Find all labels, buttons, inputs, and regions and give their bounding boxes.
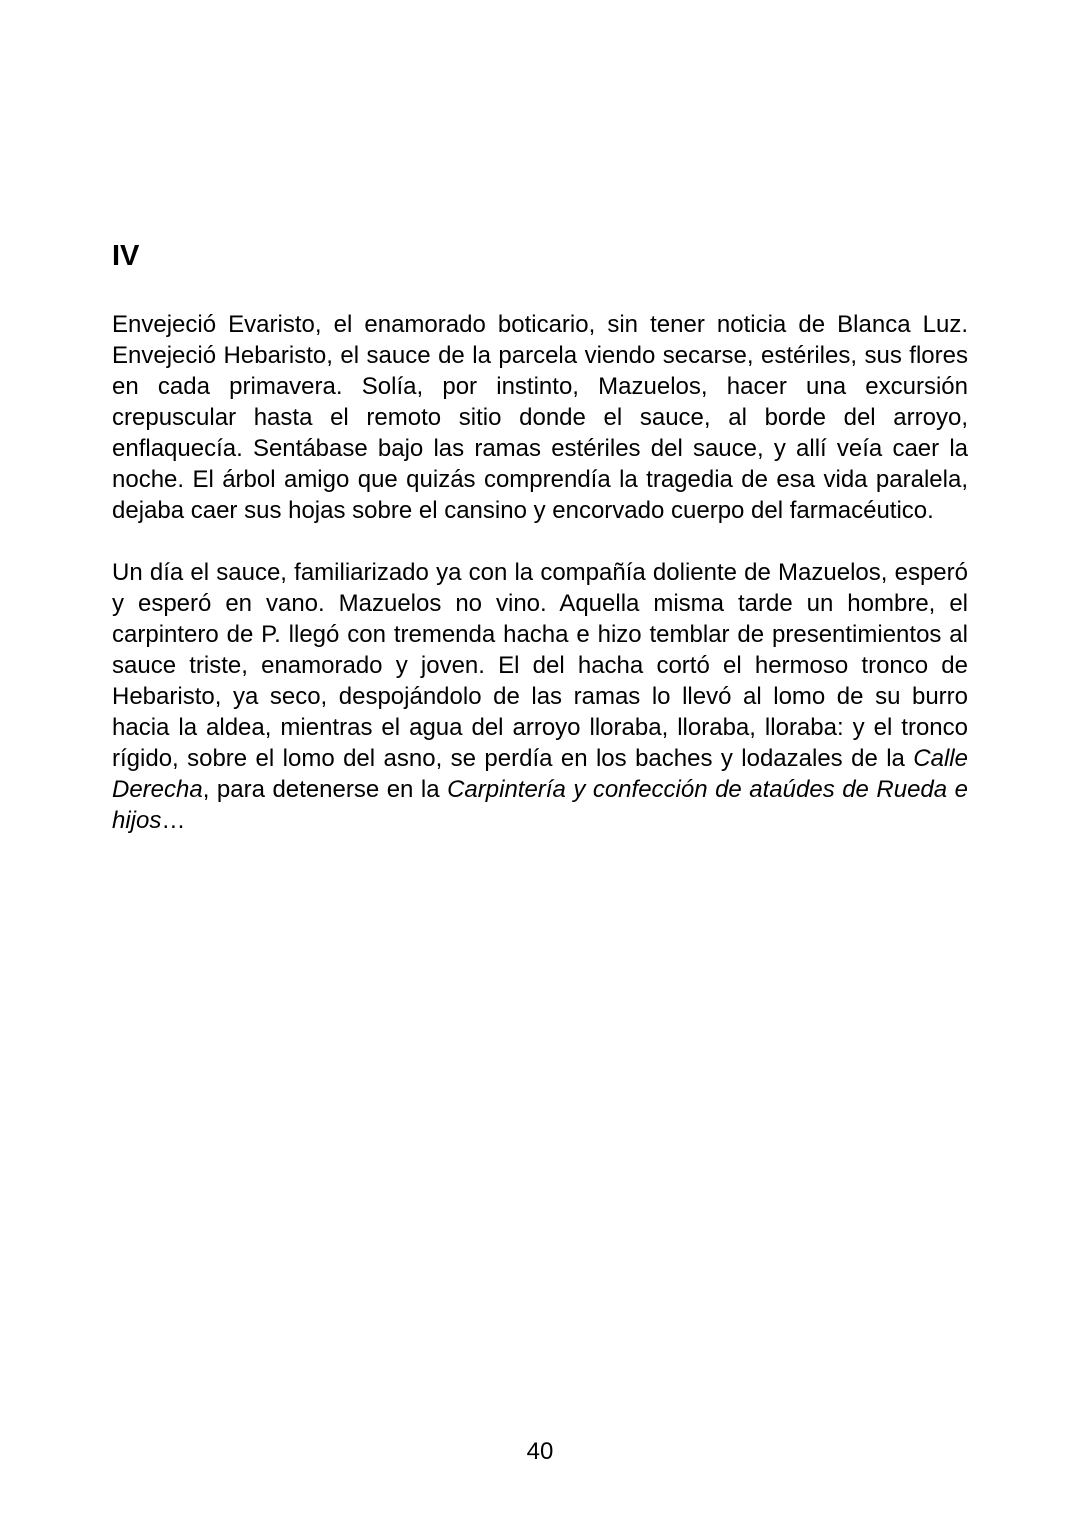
paragraph-2-text: Un día el sauce, familiarizado ya con la compañía doliente de Mazuelos, esperó y esperó en vano. Mazuelos no vino. Aquella misma tarde un hombre, el carpintero de P. llegó con tremenda hacha e hizo temblar de presentimientos al sauce triste, enamorado y joven. El del hacha cortó el hermoso tronco de Hebaristo, ya seco, despojándolo de las ramas lo llevó al lomo de su burro hacia la aldea, mientras el agua del arroyo lloraba, lloraba, lloraba: y el tronco rígido, sobre el lomo del asno, se perdía en los baches y lodazales de la [112, 559, 968, 772]
paragraph-1 [112, 309, 968, 526]
shop-name-italic: Carpintería y confección de ataúdes de Rueda e hijos [112, 776, 968, 834]
paragraph-1-text: Envejeció Evaristo, el enamorado boticario, sin tener noticia de Blanca Luz. Envejeció Hebaristo, el sauce de la parcela viendo secarse, estériles, sus flores en cada primavera. Solía, por instinto, Mazuelos, hacer una excursión crepuscular hasta el remoto sitio donde el sauce, al borde del arroyo, enflaquecía. Sentábase bajo las ramas estériles del sauce, y allí veía caer la noche. El árbol amigo que quizás comprendía la tragedia de esa vida paralela, dejaba caer sus hojas sobre el cansino y encorvado cuerpo del farmacéutico. [112, 311, 968, 524]
ellipsis: … [161, 807, 186, 834]
page-number: 40 [526, 1438, 554, 1465]
paragraph-2 [112, 557, 968, 836]
street-name-italic: Calle Derecha [112, 745, 968, 803]
paragraph-2-connector: , para detenerse en la [202, 776, 448, 803]
chapter-heading: IV [112, 240, 140, 272]
body-text [112, 309, 968, 836]
